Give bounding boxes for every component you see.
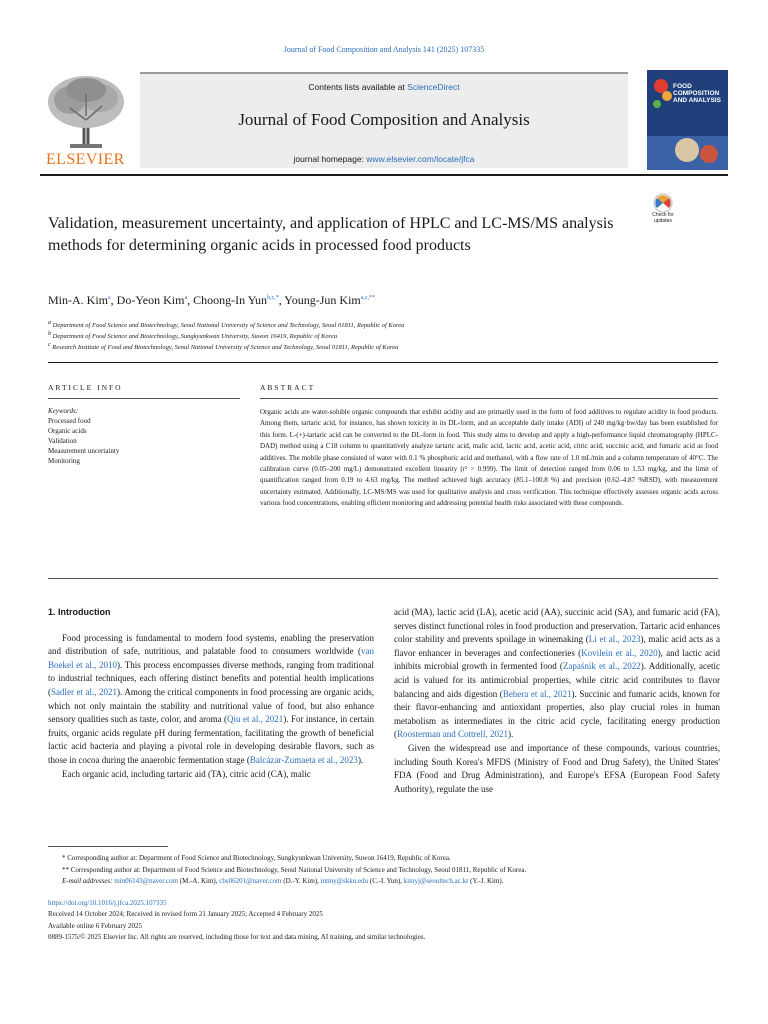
email-owner: (M.-A. Kim), (178, 877, 220, 886)
abstract-end-rule (48, 578, 718, 579)
footnotes (48, 853, 728, 888)
article-info-heading: ARTICLE INFO (48, 383, 123, 392)
body-paragraph: Given the widespread use and importance of these compounds, various countries, including South Korea's MFDS (Ministry of Food and Drug Safety), the United States' FDA (Food and Drug Administration), and Europe's EFSA (European Food Safety Authority), regulate the use (394, 742, 720, 794)
journal-header-box (140, 72, 628, 168)
cover-line: COMPOSITION (673, 89, 720, 97)
author-affiliation-mark[interactable]: a (108, 295, 111, 301)
body-text: ), and lactic acid inhibits microbial growth in fermented food ( (394, 647, 720, 672)
keywords-block (48, 406, 119, 466)
footnote-rule (48, 846, 168, 847)
section-divider (48, 362, 718, 363)
elsevier-tree-logo (40, 70, 132, 170)
reference-link[interactable]: Sadler et al., 2021 (51, 686, 118, 697)
email-label: E-mail addresses: (62, 877, 113, 886)
author-list: Min-A. Kim$^a$, Do-Yeon Kim$^a$, Choong-In Yun$^{b,c,*}$, Young-Jun Kim$^{a,c,**}$ (48, 293, 376, 307)
paper-title: Validation, measurement uncertainty, and application of HPLC and LC-MS/MS analysis methods for determining organic acids in processed food products (48, 215, 614, 254)
author-name[interactable]: Min-A. Kim (48, 293, 108, 307)
affiliation-text: Department of Food Science and Biotechnology, Seoul National University of Science and Technology, Seoul 01811, Republic of Korea (52, 322, 405, 330)
author-name[interactable]: Young-Jun Kim (284, 293, 361, 307)
email-owner: (D.-Y. Kim), (281, 877, 321, 886)
body-text: Food processing is fundamental to modern food systems, enabling the preservation and distribution of safe, nutritious, and palatable food to consumers worldwide ( (48, 632, 374, 657)
sciencedirect-link[interactable]: ScienceDirect (407, 82, 460, 92)
body-text: ). This process encompasses diverse methods, ranging from traditional to industrial techniques, each offering distinct benefits and potential health implications ( (48, 659, 375, 697)
affiliation-mark: a (48, 320, 51, 326)
body-text: ). For instance, in certain fruits, organic acids regulate pH during fermentation, facilitating the growth of beneficial lactic acid bacteria and playing a pivotal role in developing desirable flavors, such as those in cocoa during the anaerobic fermentation stage ( (48, 714, 374, 765)
reference-link[interactable]: Behera et al., 2021 (502, 688, 572, 699)
affiliation (48, 342, 398, 351)
journal-homepage-link[interactable]: www.elsevier.com/locate/jfca (366, 154, 475, 164)
doi-link[interactable]: https://doi.org/10.1016/j.jfca.2025.107335 (48, 899, 167, 907)
keyword: Processed food (48, 417, 91, 425)
keyword: Monitoring (48, 457, 80, 465)
keyword: Validation (48, 437, 77, 445)
contents-line (140, 82, 628, 92)
email-link[interactable]: kimyj@seoultech.ac.kr (403, 877, 469, 886)
reference-link[interactable]: Kovilein et al., 2020 (581, 647, 658, 658)
crossmark-text: Check for (652, 212, 674, 218)
available-online-date: Available online 6 February 2025 (48, 921, 142, 930)
journal-title: Journal of Food Composition and Analysis (238, 110, 530, 129)
email-owner: (C.-I. Yun), (368, 877, 404, 886)
cover-title (673, 84, 721, 104)
keywords-label: Keywords: (48, 407, 79, 415)
body-text: ). Among the critical components in food processing are organic acids, which not only maintain the stability and nutritional value of food, but also enhance sensory qualities such as taste, color, and aroma ( (48, 686, 375, 725)
cover-line: FOOD (673, 83, 692, 90)
body-text: ). (357, 754, 364, 765)
email-addresses (48, 876, 728, 888)
homepage-prefix: journal homepage: (293, 154, 367, 164)
publication-info (48, 898, 728, 944)
corresponding-author-note: ** Corresponding author at: Department of Food Science and Biotechnology, Seoul National University of Science and Technology, Seoul 01811, Republic of Korea. (62, 865, 527, 874)
author-affiliation-mark[interactable]: a (184, 295, 188, 301)
author-affiliation-mark[interactable]: b,c,* (267, 295, 279, 301)
keyword: Measurement uncertainty (48, 447, 120, 455)
reference-link[interactable]: Li et al., 2023 (588, 634, 641, 645)
email-owner: (Y.-J. Kim). (468, 877, 504, 886)
reference-link[interactable]: Zapaśnik et al., 2022 (562, 661, 641, 672)
masthead (40, 70, 728, 170)
check-for-updates-label (641, 212, 685, 224)
received-dates: Received 14 October 2024; Received in revised form 21 January 2025; Accepted 4 February 2025 (48, 910, 323, 919)
body-paragraph (48, 632, 374, 768)
affiliation-mark: b (48, 331, 51, 337)
reference-link[interactable]: Roosterman and Cottrell, 2021 (397, 729, 508, 740)
affiliation (48, 331, 337, 340)
homepage-line (140, 154, 628, 164)
contents-prefix: Contents lists available at (308, 82, 408, 92)
author-name[interactable]: Do-Yeon Kim (116, 293, 185, 307)
abstract-text: Organic acids are water-soluble organic compounds that exhibit acidity and are primarily used in the form of food additives to regulate acidity in food products. Among them, tartaric acid, for instance, has shown toxicity in its DL-form, and an acceptable daily intake (ADI) of 240 mg/kg·bw/day has been established for this form. L-(+)-tartaric acid can be converted to the DL-form in food. This study aims to develop and apply a high-performance liquid chromatography (HPLC-DAD) method using a C18 column to quantitatively analyze tartaric acid, malic acid, lactic acid, acetic acid, citric acid, succinic acid, and fumaric acid as food additives. The mobile phase consisted of water with 0.1 % phosphoric acid and methanol, with a flow rate of 1.0 mL/min and a column temperature of 40°C. The calibration curve (0.05–200 mg/L) demonstrated excellent linearity (r² > 0.999). The limit of detection ranged from 0.06 to 1.53 mg/kg, and the limit of quantification ranged from 0.19 to 4.63 mg/kg. The method achieved high accuracy (85.1–100.8 %) and precision (0.62–4.87 %RSD), with measurement uncertainty estimated. Additionally, LC-MS/MS was used for qualitative analysis and cross verification. This technique effectively assesses organic acids across various food concentrations, enabling efficient monitoring and addressing potential health risks associated with these compounds. (260, 408, 718, 508)
affiliation-mark: c (48, 342, 51, 348)
email-link[interactable]: cbs06201@naver.com (219, 877, 282, 886)
body-column-right (394, 606, 720, 796)
reference-link[interactable]: Qiu et al., 2021 (227, 714, 284, 725)
masthead-rule (40, 174, 728, 176)
body-text: ). Succinic and fumaric acids, known for their flavor-enhancing and antioxidant properties, also play crucial roles in human metabolism as intermediates in the citric acid cycle, facilitating energy production ( (394, 688, 720, 740)
elsevier-wordmark: ELSEVIER (46, 151, 125, 168)
email-link[interactable]: innny@skku.edu (320, 877, 369, 886)
introduction-heading: 1. Introduction (48, 607, 111, 617)
body-text: acid (MA), lactic acid (LA), acetic acid (AA), succinic acid (SA), and fumaric acid (FA), serves distinct functional roles in food production and preservation. Tartaric acid enhances color stability and prevents spoilage in winemaking ( (394, 607, 720, 645)
copyright-notice: 0889-1575/© 2025 Elsevier Inc. All rights are reserved, including those for text and data mining, AI training, and similar technologies. (48, 933, 426, 942)
reference-link[interactable]: van Boekel et al., 2010 (48, 646, 374, 670)
body-text: ). Additionally, acetic acid is valued for its antimicrobial properties, while citric acid contributes to flavor balancing and aids digestion ( (394, 661, 720, 699)
journal-citation-link[interactable]: Journal of Food Composition and Analysis 141 (2025) 107335 (283, 45, 485, 54)
email-link[interactable]: min06143@naver.com (114, 877, 179, 886)
body-paragraph: Each organic acid, including tartaric aid (TA), citric acid (CA), malic (62, 768, 311, 779)
journal-cover-image[interactable] (647, 70, 728, 170)
keyword: Organic acids (48, 427, 87, 435)
reference-link[interactable]: Balcázar-Zumaeta et al., 2023 (249, 754, 358, 765)
body-text: ). (507, 729, 514, 740)
affiliation-text: Department of Food Science and Biotechnology, Sungkyunkwan University, Suwon 16419, Republic of Korea (52, 333, 338, 341)
affiliation-text: Research Institute of Food and Biotechnology, Seoul National University of Science and Technology, Seoul 01811, Republic of Korea (52, 344, 399, 352)
affiliation (48, 320, 404, 329)
body-column-left (48, 606, 374, 781)
article-info-rule (48, 398, 240, 399)
author-name[interactable]: Choong-In Yun (193, 293, 268, 307)
body-paragraph (394, 606, 720, 742)
corresponding-author-note: * Corresponding author at: Department of Food Science and Biotechnology, Sungkyunkwan University, Suwon 16419, Republic of Korea. (62, 854, 451, 862)
crossmark-text: updates (654, 218, 672, 224)
abstract-rule (260, 398, 718, 399)
body-text: ), malic acid acts as a flavor enhancer in beverages and confectioneries ( (394, 634, 720, 658)
author-affiliation-mark[interactable]: a,c,** (360, 295, 376, 301)
abstract-heading: ABSTRACT (260, 383, 316, 392)
cover-line: AND ANALYSIS (673, 96, 721, 104)
